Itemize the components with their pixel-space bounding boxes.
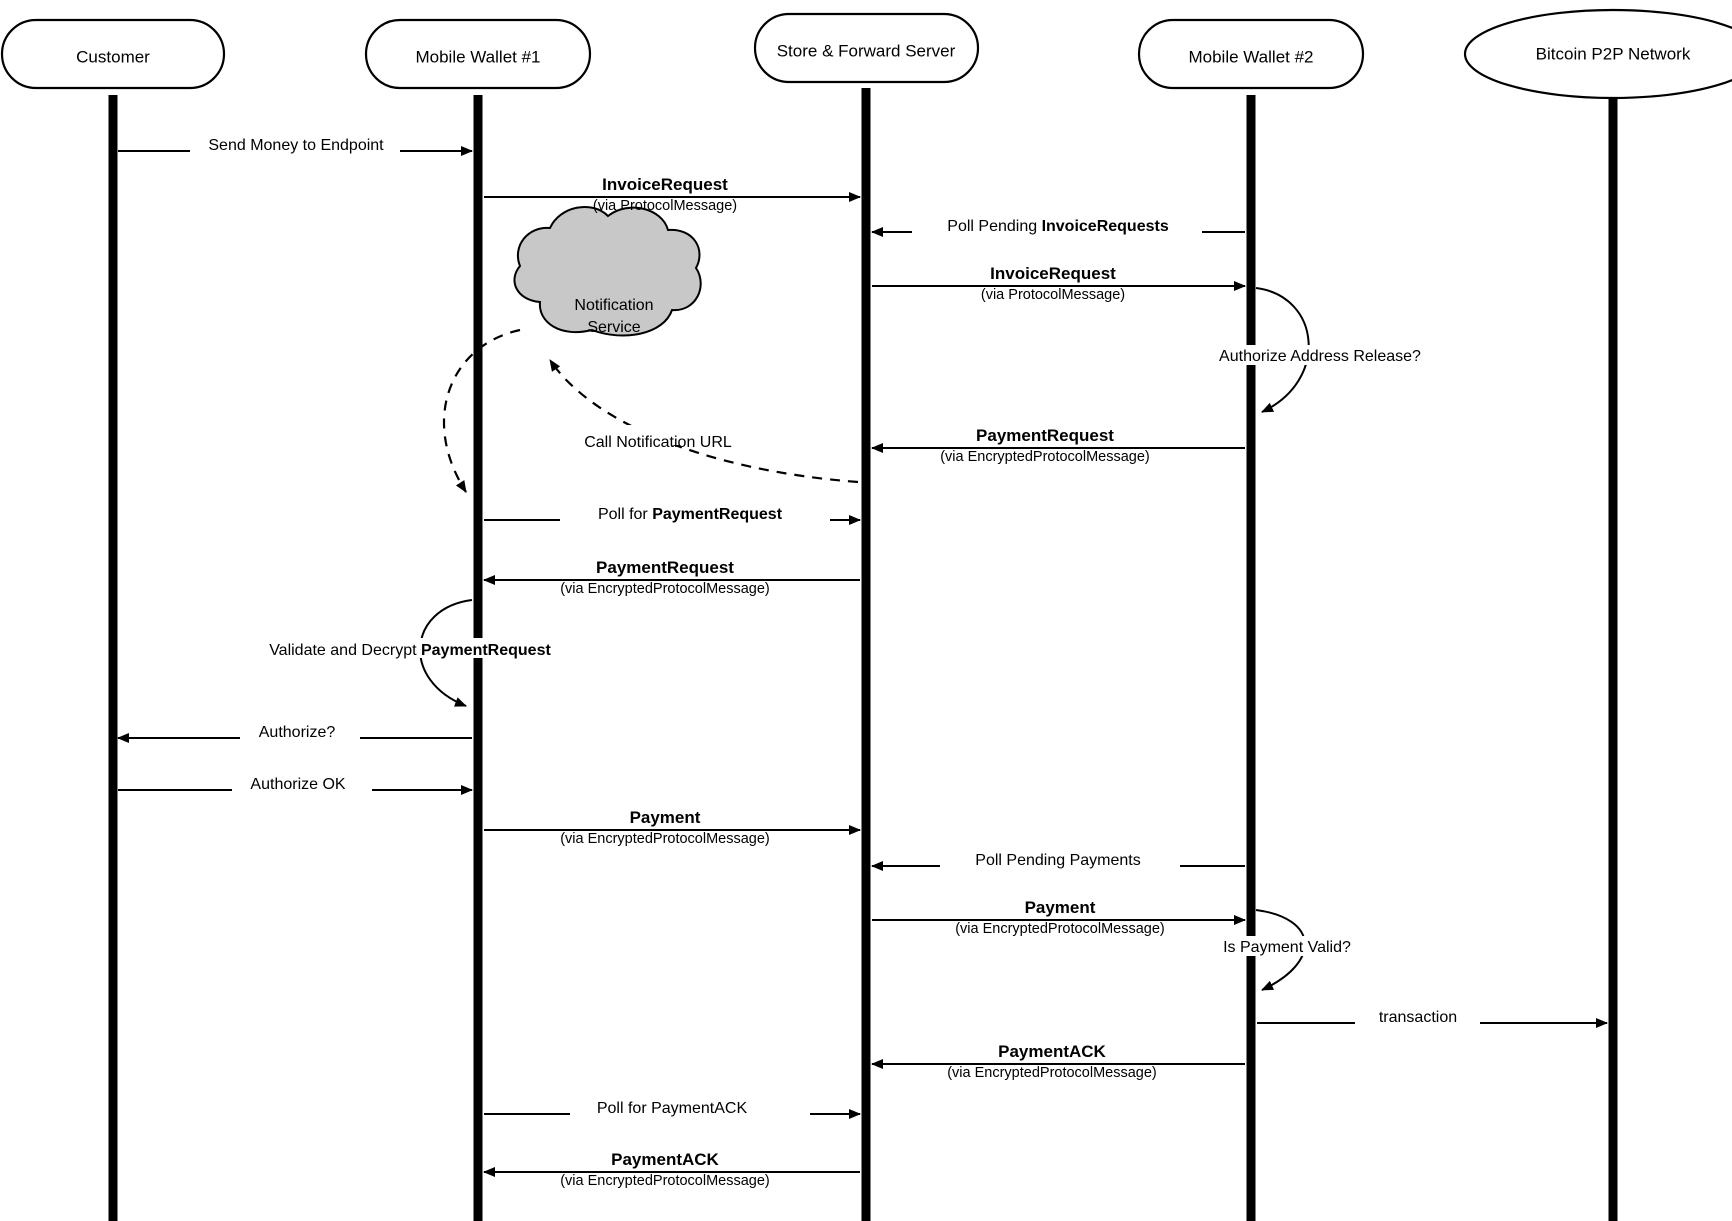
message-label-plain: Poll for: [597, 506, 653, 523]
message-label: Authorize OK: [250, 776, 346, 793]
actor-mobile-wallet-1[interactable]: [366, 20, 590, 88]
message-label-composite: [947, 218, 1169, 235]
message-label-bold: PaymentRequest: [652, 506, 783, 523]
message-authorize-question[interactable]: [118, 721, 472, 741]
message-label: PaymentRequest: [596, 558, 734, 577]
message-label: transaction: [1378, 1009, 1458, 1026]
actor-store-forward-server[interactable]: [755, 14, 978, 82]
actor-mobile-wallet-1-label: Mobile Wallet #1: [415, 47, 541, 67]
message-validate-decrypt-paymentrequest[interactable]: [240, 600, 590, 706]
actor-mobile-wallet-2-label: Mobile Wallet #2: [1188, 47, 1314, 67]
actor-store-forward-server-label: Store & Forward Server: [776, 41, 956, 61]
message-sublabel: (via EncryptedProtocolMessage): [560, 581, 770, 597]
actor-customer[interactable]: [2, 20, 224, 88]
message-transaction[interactable]: [1257, 1006, 1607, 1026]
message-call-notification-url[interactable]: [444, 330, 858, 492]
message-label: PaymentACK: [998, 1042, 1106, 1061]
message-authorize-ok[interactable]: [118, 773, 472, 793]
message-sublabel: (via EncryptedProtocolMessage): [560, 1173, 770, 1189]
message-label-bold: InvoiceRequests: [1041, 218, 1169, 235]
notification-service-label-line1: Notification: [574, 297, 654, 314]
message-label: Payment: [1024, 898, 1096, 917]
message-label: PaymentRequest: [976, 426, 1114, 445]
notification-service-shape: [514, 207, 700, 336]
message-paymentrequest-w2-server[interactable]: [872, 421, 1245, 465]
message-paymentack-server-w1[interactable]: [484, 1145, 860, 1189]
message-label-bold: PaymentRequest: [420, 642, 551, 659]
message-poll-for-paymentack[interactable]: [484, 1097, 860, 1117]
message-label-composite: [269, 642, 551, 659]
message-poll-pending-invoicerequests[interactable]: [872, 215, 1245, 235]
message-is-payment-valid[interactable]: [1200, 910, 1365, 990]
actor-bitcoin-p2p-network[interactable]: [1465, 10, 1732, 98]
message-label: Poll for PaymentACK: [596, 1100, 748, 1117]
message-sublabel: (via EncryptedProtocolMessage): [947, 1065, 1157, 1081]
message-label: InvoiceRequest: [990, 264, 1116, 283]
message-authorize-address-release[interactable]: [1200, 288, 1450, 412]
message-poll-for-paymentrequest[interactable]: [484, 503, 860, 523]
message-sublabel: (via EncryptedProtocolMessage): [560, 831, 770, 847]
notification-dashed-arrow-1: [550, 360, 858, 482]
notification-service-label-line2: Service: [587, 319, 641, 336]
message-label-composite: [598, 506, 783, 523]
actor-mobile-wallet-2[interactable]: [1139, 20, 1363, 88]
message-sublabel: (via EncryptedProtocolMessage): [940, 449, 1150, 465]
notification-service-cloud[interactable]: [514, 207, 700, 336]
message-invoicerequest-server-w2[interactable]: [872, 259, 1245, 303]
message-label: Is Payment Valid?: [1223, 939, 1351, 956]
message-sublabel: (via EncryptedProtocolMessage): [955, 921, 1165, 937]
message-label: Call Notification URL: [584, 434, 732, 451]
message-label: Authorize?: [258, 724, 336, 741]
message-sublabel: (via ProtocolMessage): [592, 198, 738, 214]
message-sublabel: (via ProtocolMessage): [980, 287, 1126, 303]
message-label: PaymentACK: [611, 1150, 719, 1169]
message-label-plain: Poll Pending: [947, 218, 1042, 235]
message-label: InvoiceRequest: [602, 175, 728, 194]
message-paymentrequest-server-w1[interactable]: [484, 553, 860, 597]
message-poll-pending-payments[interactable]: [872, 849, 1245, 869]
message-label: Poll Pending Payments: [975, 852, 1141, 869]
message-label: Authorize Address Release?: [1219, 348, 1421, 365]
actor-bitcoin-p2p-network-label: Bitcoin P2P Network: [1535, 44, 1691, 64]
actor-customer-label: Customer: [76, 47, 150, 67]
message-payment-server-w2[interactable]: [872, 893, 1245, 937]
message-invoicerequest-w1-server[interactable]: [484, 170, 860, 214]
message-label: Send Money to Endpoint: [208, 137, 384, 154]
message-label-plain: Validate and Decrypt: [269, 642, 421, 659]
message-label: Payment: [629, 808, 701, 827]
message-payment-w1-server[interactable]: [484, 803, 860, 847]
message-send-money-to-endpoint[interactable]: [118, 134, 472, 154]
message-paymentack-w2-server[interactable]: [872, 1037, 1245, 1081]
